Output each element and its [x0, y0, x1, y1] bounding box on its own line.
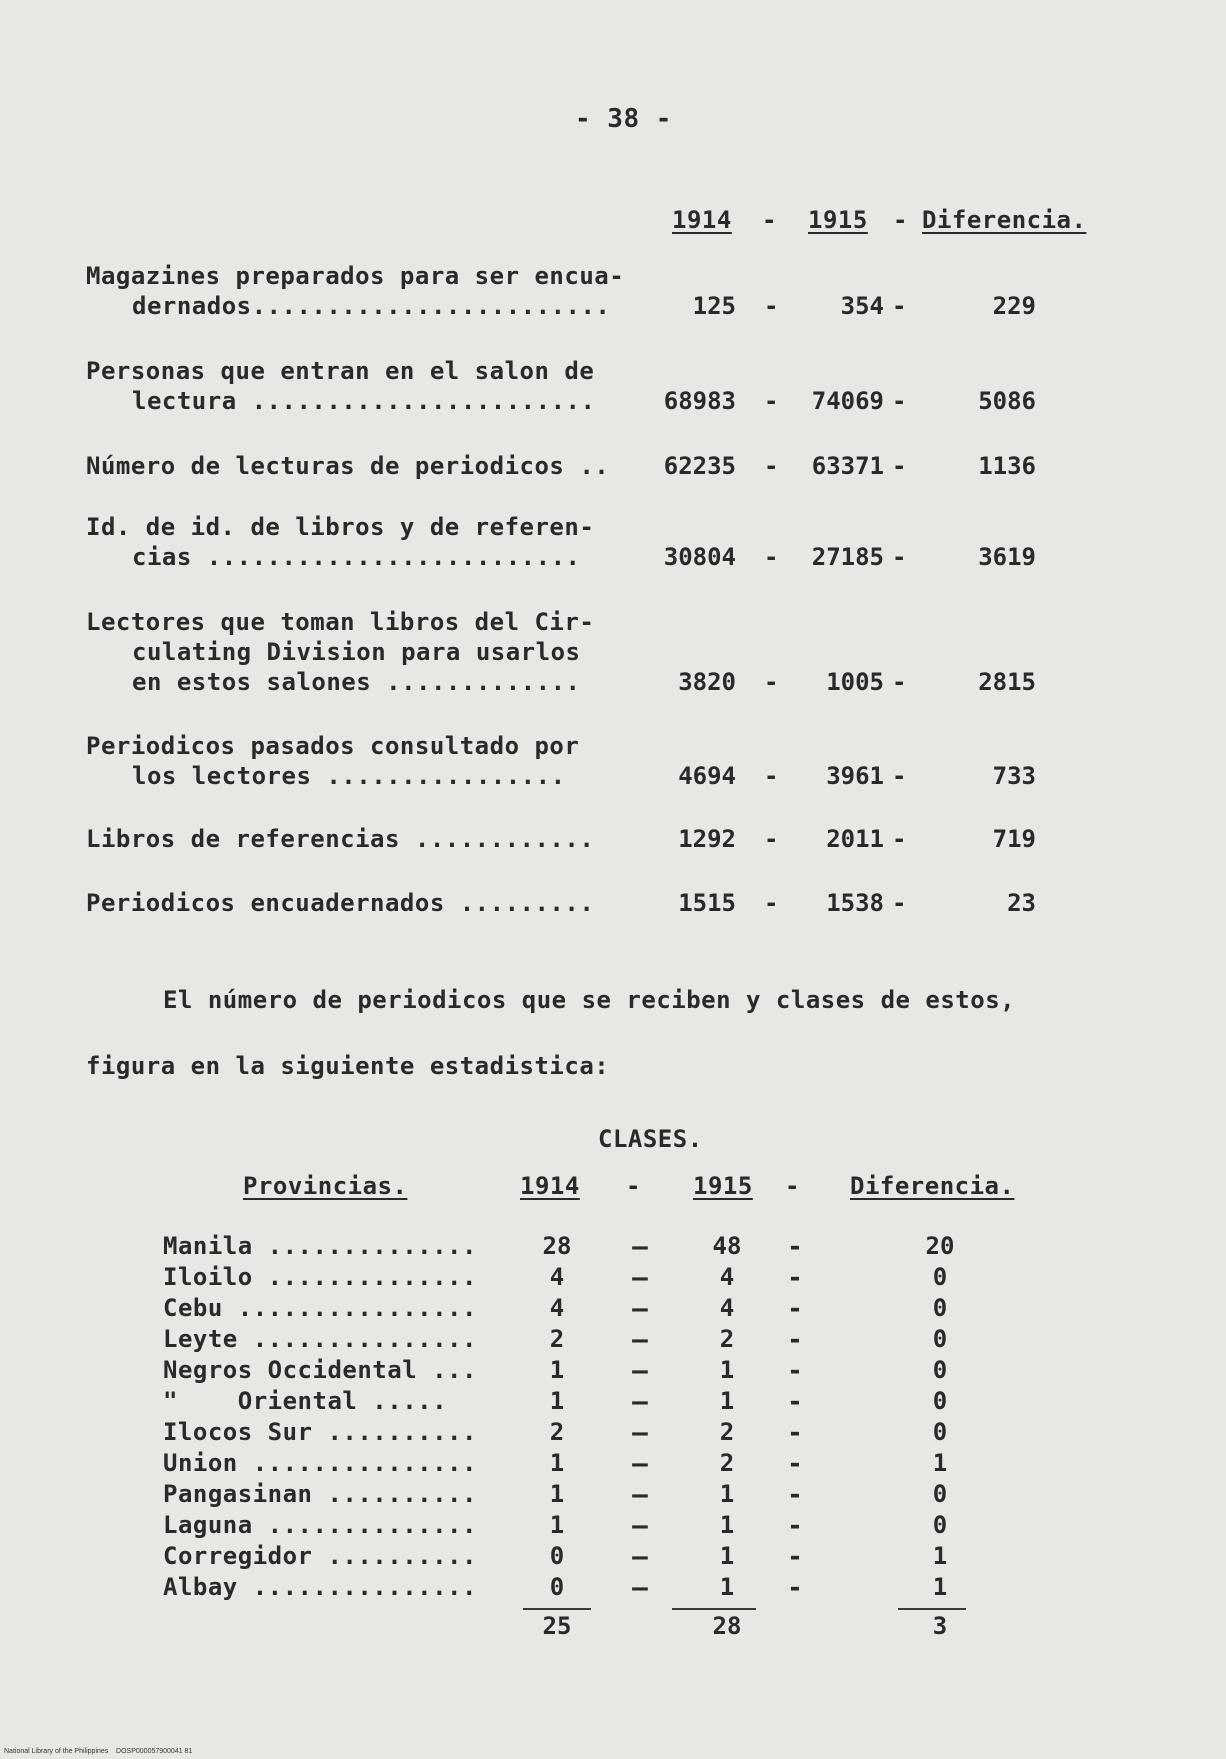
row-separator: - [892, 387, 907, 415]
row-separator: — [632, 1480, 648, 1510]
value-1914: 1 [549, 1511, 565, 1539]
row-separator: — [632, 1294, 648, 1324]
province-name: Cebu ................ [163, 1294, 477, 1322]
stats-row-label: dernados........................ [132, 292, 611, 320]
province-name: Manila .............. [163, 1232, 477, 1260]
value-diferencia: 2815 [978, 668, 1036, 696]
value-1915: 1005 [826, 668, 884, 696]
value-1915: 3961 [826, 762, 884, 790]
value-1915: 2 [719, 1418, 735, 1446]
value-1914: 2 [549, 1325, 565, 1353]
header-separator: - [785, 1172, 800, 1200]
stats-row-label: cias ......................... [132, 543, 581, 571]
row-separator: - [764, 292, 779, 320]
province-name: Pangasinan .......... [163, 1480, 477, 1508]
value-1915: 1 [719, 1542, 735, 1570]
header-diferencia: Diferencia. [850, 1172, 1015, 1200]
province-name: Leyte ............... [163, 1325, 477, 1353]
value-1914: 1 [549, 1449, 565, 1477]
value-1915: 2 [719, 1449, 735, 1477]
row-separator: - [892, 889, 907, 917]
stats-row-label: en estos salones ............. [132, 668, 581, 696]
value-diferencia: 719 [992, 825, 1036, 853]
stats-row-label: Lectores que toman libros del Cir- [86, 608, 595, 636]
stats-row-label: Personas que entran en el salon de [86, 357, 595, 385]
row-separator: - [892, 452, 907, 480]
value-1915: 1538 [826, 889, 884, 917]
paragraph-line-2: figura en la siguiente estadistica: [86, 1052, 610, 1080]
row-separator: — [632, 1542, 648, 1572]
value-diferencia: 0 [932, 1356, 948, 1384]
row-separator: - [787, 1263, 803, 1293]
row-separator: - [787, 1418, 803, 1448]
stats-row-label: Periodicos pasados consultado por [86, 732, 580, 760]
total-1914: 25 [542, 1612, 572, 1640]
value-diferencia: 733 [992, 762, 1036, 790]
value-1915: 1 [719, 1480, 735, 1508]
value-1915: 63371 [811, 452, 884, 480]
total-1915: 28 [712, 1612, 742, 1640]
stats-row-label: Libros de referencias ............ [86, 825, 595, 853]
value-diferencia: 1136 [978, 452, 1036, 480]
value-1914: 0 [549, 1542, 565, 1570]
row-separator: - [764, 387, 779, 415]
header-separator: - [893, 206, 908, 234]
value-1915: 4 [719, 1294, 735, 1322]
header-separator: - [626, 1172, 641, 1200]
total-diferencia: 3 [932, 1612, 948, 1640]
value-1915: 354 [840, 292, 884, 320]
row-separator: - [892, 668, 907, 696]
value-1915: 1 [719, 1356, 735, 1384]
value-1915: 1 [719, 1511, 735, 1539]
row-separator: - [892, 762, 907, 790]
stats-row-label: Número de lecturas de periodicos .. [86, 452, 610, 480]
stats-row-label: Id. de id. de libros y de referen- [86, 513, 595, 541]
province-name: " Oriental ..... [163, 1387, 448, 1415]
value-1915: 2011 [826, 825, 884, 853]
row-separator: — [632, 1325, 648, 1355]
value-1914: 4694 [678, 762, 736, 790]
row-separator: — [632, 1387, 648, 1417]
stats-row-label: culating Division para usarlos [132, 638, 581, 666]
value-1915: 1 [719, 1387, 735, 1415]
value-diferencia: 3619 [978, 543, 1036, 571]
row-separator: - [764, 762, 779, 790]
total-rule-1914 [523, 1608, 591, 1610]
row-separator: — [632, 1511, 648, 1541]
value-1915: 4 [719, 1263, 735, 1291]
province-name: Negros Occidental ... [163, 1356, 477, 1384]
row-separator: - [787, 1294, 803, 1324]
row-separator: - [892, 825, 907, 853]
header-diferencia: Diferencia. [922, 206, 1087, 234]
value-diferencia: 0 [932, 1480, 948, 1508]
row-separator: - [764, 668, 779, 696]
stats-row-label: los lectores ................ [132, 762, 566, 790]
value-1915: 74069 [811, 387, 884, 415]
value-1914: 4 [549, 1294, 565, 1322]
value-diferencia: 229 [992, 292, 1036, 320]
row-separator: - [787, 1480, 803, 1510]
row-separator: - [787, 1573, 803, 1603]
row-separator: - [764, 825, 779, 853]
province-name: Iloilo .............. [163, 1263, 477, 1291]
stats-row-label: Magazines preparados para ser encua- [86, 262, 625, 290]
header-separator: - [762, 206, 777, 234]
value-1914: 1 [549, 1356, 565, 1384]
value-diferencia: 0 [932, 1325, 948, 1353]
footer-credit: National Library of the Philippines DOSP000057900041 81 [4, 1748, 193, 1755]
row-separator: - [787, 1387, 803, 1417]
value-diferencia: 23 [1007, 889, 1036, 917]
clases-title: CLASES. [598, 1125, 703, 1153]
value-diferencia: 1 [932, 1449, 948, 1477]
value-1914: 28 [542, 1232, 572, 1260]
value-diferencia: 0 [932, 1418, 948, 1446]
value-1915: 2 [719, 1325, 735, 1353]
value-1914: 1292 [678, 825, 736, 853]
total-rule-1915 [672, 1608, 756, 1610]
row-separator: - [787, 1232, 803, 1262]
header-1914: 1914 [520, 1172, 580, 1200]
value-diferencia: 1 [932, 1542, 948, 1570]
value-1914: 30804 [663, 543, 736, 571]
value-1914: 2 [549, 1418, 565, 1446]
header-1914: 1914 [672, 206, 732, 234]
row-separator: — [632, 1449, 648, 1479]
total-rule-diferencia [898, 1608, 966, 1610]
value-diferencia: 20 [925, 1232, 955, 1260]
row-separator: - [764, 543, 779, 571]
value-1914: 3820 [678, 668, 736, 696]
row-separator: - [787, 1542, 803, 1572]
value-1914: 62235 [663, 452, 736, 480]
value-1914: 125 [692, 292, 736, 320]
row-separator: - [787, 1356, 803, 1386]
header-1915: 1915 [808, 206, 868, 234]
value-1914: 1 [549, 1387, 565, 1415]
value-diferencia: 0 [932, 1511, 948, 1539]
row-separator: - [787, 1511, 803, 1541]
value-1915: 27185 [811, 543, 884, 571]
row-separator: — [632, 1232, 648, 1262]
row-separator: — [632, 1573, 648, 1603]
row-separator: - [764, 889, 779, 917]
row-separator: — [632, 1263, 648, 1293]
province-name: Albay ............... [163, 1573, 477, 1601]
row-separator: - [787, 1325, 803, 1355]
province-name: Union ............... [163, 1449, 477, 1477]
province-name: Corregidor .......... [163, 1542, 477, 1570]
value-1914: 4 [549, 1263, 565, 1291]
value-1915: 1 [719, 1573, 735, 1601]
value-1914: 0 [549, 1573, 565, 1601]
stats-row-label: Periodicos encuadernados ......... [86, 889, 595, 917]
value-1914: 68983 [663, 387, 736, 415]
value-1915: 48 [712, 1232, 742, 1260]
row-separator: - [764, 452, 779, 480]
value-diferencia: 0 [932, 1387, 948, 1415]
value-diferencia: 1 [932, 1573, 948, 1601]
page-number: - 38 - [575, 104, 672, 134]
stats-row-label: lectura ....................... [132, 387, 596, 415]
paragraph-line-1: El número de periodicos que se reciben y clases de estos, [163, 986, 1016, 1014]
row-separator: - [892, 543, 907, 571]
value-diferencia: 0 [932, 1263, 948, 1291]
row-separator: - [787, 1449, 803, 1479]
value-1914: 1 [549, 1480, 565, 1508]
header-provincias: Provincias. [243, 1172, 408, 1200]
province-name: Laguna .............. [163, 1511, 477, 1539]
row-separator: - [892, 292, 907, 320]
value-diferencia: 5086 [978, 387, 1036, 415]
value-diferencia: 0 [932, 1294, 948, 1322]
row-separator: — [632, 1418, 648, 1448]
value-1914: 1515 [678, 889, 736, 917]
header-1915: 1915 [693, 1172, 753, 1200]
province-name: Ilocos Sur .......... [163, 1418, 477, 1446]
row-separator: — [632, 1356, 648, 1386]
